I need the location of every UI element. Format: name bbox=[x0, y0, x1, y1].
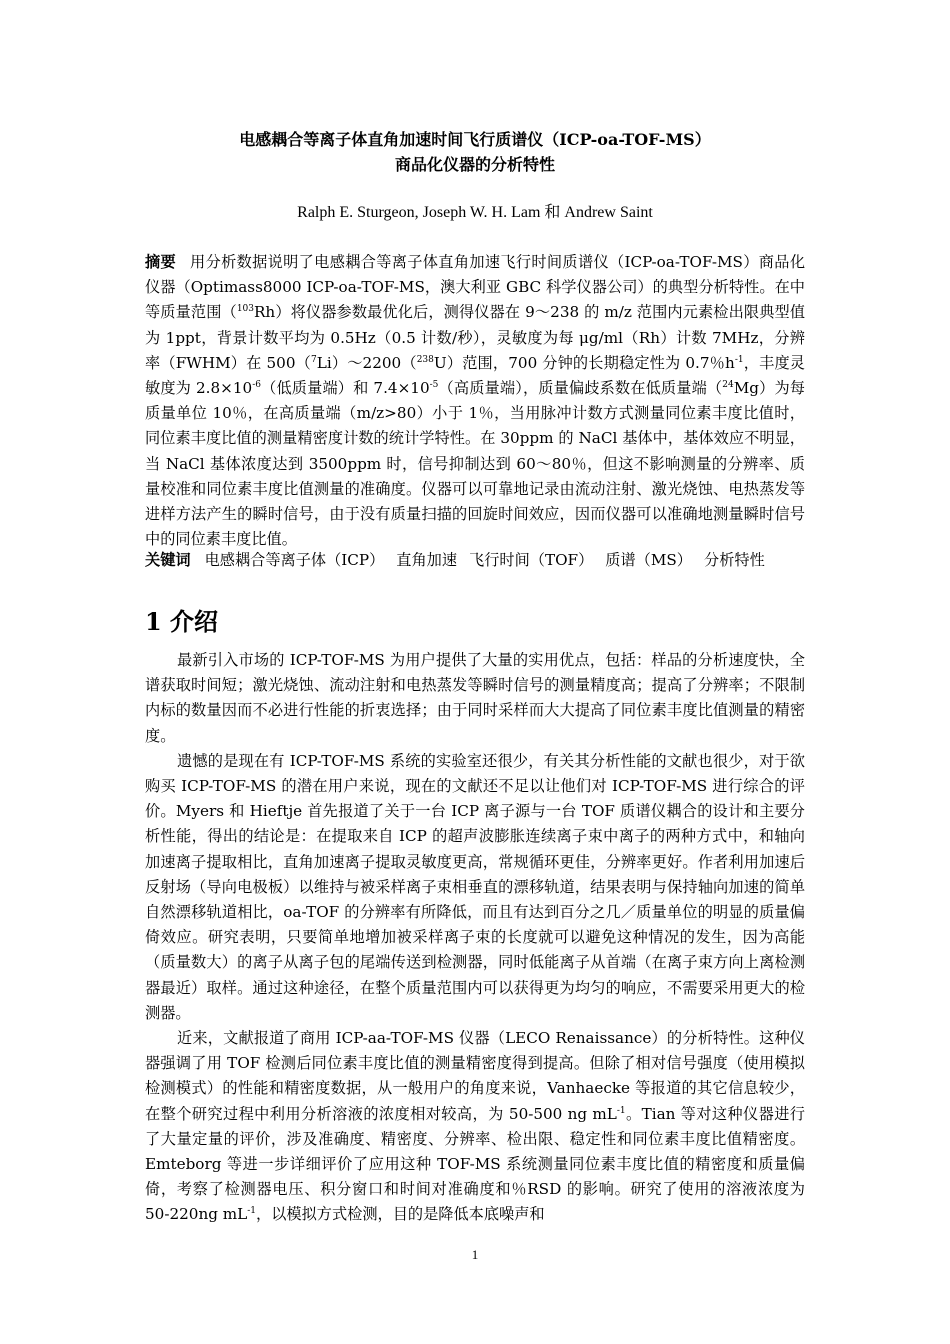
superscript: -1 bbox=[247, 1206, 257, 1217]
abstract-text: Rh）将仪器参数最优化后，测得仪器在 9～238 的 m/z 范围内元素检出限典型值为 1ppt，背景计数平均为 0.5Hz（0.5 计数/秒），灵敏度为每 μg/ml（Rh）计数 7MHz，分辨率（FWHM）在 500（ bbox=[145, 303, 806, 372]
keywords bbox=[145, 548, 805, 573]
keyword: 质谱（MS） bbox=[605, 551, 692, 569]
body-paragraph bbox=[145, 1026, 805, 1228]
body-paragraph: 最新引入市场的 ICP-TOF-MS 为用户提供了大量的实用优点，包括：样品的分析速度快，全谱获取时间短；激光烧蚀、流动注射和电热蒸发等瞬时信号的测量精度高；提高了分辨率；不限制内标的数量因而不必进行性能的折衷选择；由于同时采样而大大提高了同位素丰度比值测量的精密度。 bbox=[145, 651, 805, 745]
abstract-text: （高质量端），质量偏歧系数在低质量端（ bbox=[438, 379, 723, 398]
abstract-text: Mg）为每质量单位 10％，在高质量端（m/z>80）小于 1％，当用脉冲计数方式测量同位素丰度比值时，同位素丰度比值的测量精密度计数的统计学特性。在 30ppm 的 NaCl 基体中，基体效应不明显，当 NaCl 基体浓度达到 3500ppm 时，信号抑制达到 60～80％，但这不影响测量的分辨率、质量校准和同位素丰度比值测量的准确度。仪器可以可靠地记录由流动注射、激光烧蚀、电热蒸发等进样方法产生的瞬时信号，由于没有质量扫描的回旋时间效应，因而仪器可以准确地测量瞬时信号中的同位素丰度比值。 bbox=[145, 379, 805, 549]
abstract-text: U）范围，700 分钟的长期稳定性为 0.7％h bbox=[433, 353, 735, 372]
author-list: Ralph E. Sturgeon, Joseph W. H. Lam 和 Andrew Saint bbox=[297, 204, 653, 221]
keyword: 直角加速 bbox=[396, 551, 458, 569]
section-heading-introduction: 1 介绍 bbox=[145, 607, 219, 636]
superscript: -6 bbox=[252, 379, 261, 390]
abstract-text: （低质量端）和 7.4×10 bbox=[260, 379, 430, 398]
superscript: 103 bbox=[236, 304, 254, 315]
paper-title-line-1: 电感耦合等离子体直角加速时间飞行质谱仪（ICP-oa-TOF-MS） bbox=[239, 130, 711, 149]
keyword: 飞行时间（TOF） bbox=[469, 551, 594, 569]
keyword: 电感耦合等离子体（ICP） bbox=[204, 551, 385, 569]
abstract-text: 用分析数据说明了电感耦合等离子体直角加速飞行时间质谱仪（ICP-oa-TOF-MS）商品化仪器（Optimass8000 ICP-oa-TOF-MS，澳大利亚 GBC 科学仪器公司）的典型分析特性。在中等质量范围（ bbox=[145, 253, 806, 322]
abstract-text: Li）～2200（ bbox=[316, 353, 417, 372]
paper-title-line-2: 商品化仪器的分析特性 bbox=[394, 155, 555, 174]
body-paragraph: 遗憾的是现在有 ICP-TOF-MS 系统的实验室还很少，有关其分析性能的文献也很少，对于欲购买 ICP-TOF-MS 的潜在用户来说，现在的文献还不足以让他们对 ICP-TOF-MS 进行综合的评价。Myers 和 Hieftje 首先报道了关于一台 ICP 离子源与一台 TOF 质谱仪耦合的设计和主要分析性能，得出的结论是：在提取来自 ICP 的超声波膨胀连续离子束中离子的两种方式中，和轴向加速离子提取相比，直角加速离子提取灵敏度更高，常规循环更佳，分辨率更好。作者利用加速后反射场（导向电极板）以维持与被采样离子束相垂直的漂移轨道，结果表明与保持轴向加速的简单自然漂移轨道相比，oa-TOF 的分辨率有所降低，而且有达到百分之几／质量单位的明显的质量偏倚效应。研究表明，只要简单地增加被采样离子束的长度就可以避免这种情况的发生，因为高能（质量数大）的离子从离子包的尾端传送到检测器，同时低能离子从首端（在离子束方向上离检测器最近）取样。通过这种途径，在整个质量范围内可以获得更为均匀的响应，不需要采用更大的检测器。 bbox=[145, 751, 805, 1022]
page-number: 1 bbox=[471, 1247, 479, 1262]
superscript: -5 bbox=[429, 379, 439, 390]
superscript: 238 bbox=[416, 354, 434, 365]
abstract bbox=[145, 250, 805, 552]
paragraph-text: ，以模拟方式检测，目的是降低本底噪声和 bbox=[256, 1205, 545, 1224]
abstract-label: 摘要 bbox=[145, 253, 177, 271]
section-body bbox=[145, 648, 805, 1228]
paragraph-text: 。Tian 等对这种仪器进行了大量定量的评价，涉及准确度、精密度、分辨率、检出限、稳定性和同位素丰度比值精密度。Emteborg 等进一步详细评价了应用这种 TOF-MS 系统测量同位素丰度比值的精密度和质量偏倚，考察了检测器电压、积分窗口和时间对准确度和％RSD 的影响。研究了使用的溶液浓度为 50-220ng mL bbox=[145, 1104, 805, 1224]
superscript: -1 bbox=[734, 354, 744, 365]
paragraph-text: 近来，文献报道了商用 ICP-aa-TOF-MS 仪器（LECO Renaissance）的分析特性。这种仪器强调了用 TOF 检测后同位素丰度比值的测量精密度得到提高。但除了相对信号强度（使用模拟检测模式）的性能和精密度数据，从一般用户的角度来说，Vanhaecke 等报道的其它信息较少，在整个研究过程中利用分析溶液的浓度相对较高，为 50-500 ng mL bbox=[145, 1029, 805, 1123]
abstract-text: ，丰度灵敏度为 2.8×10 bbox=[145, 353, 805, 398]
keywords-label: 关键词 bbox=[145, 551, 191, 569]
superscript: 24 bbox=[722, 379, 734, 390]
superscript: 7 bbox=[311, 354, 317, 365]
superscript: -1 bbox=[616, 1105, 626, 1116]
keyword: 分析特性 bbox=[704, 551, 765, 569]
